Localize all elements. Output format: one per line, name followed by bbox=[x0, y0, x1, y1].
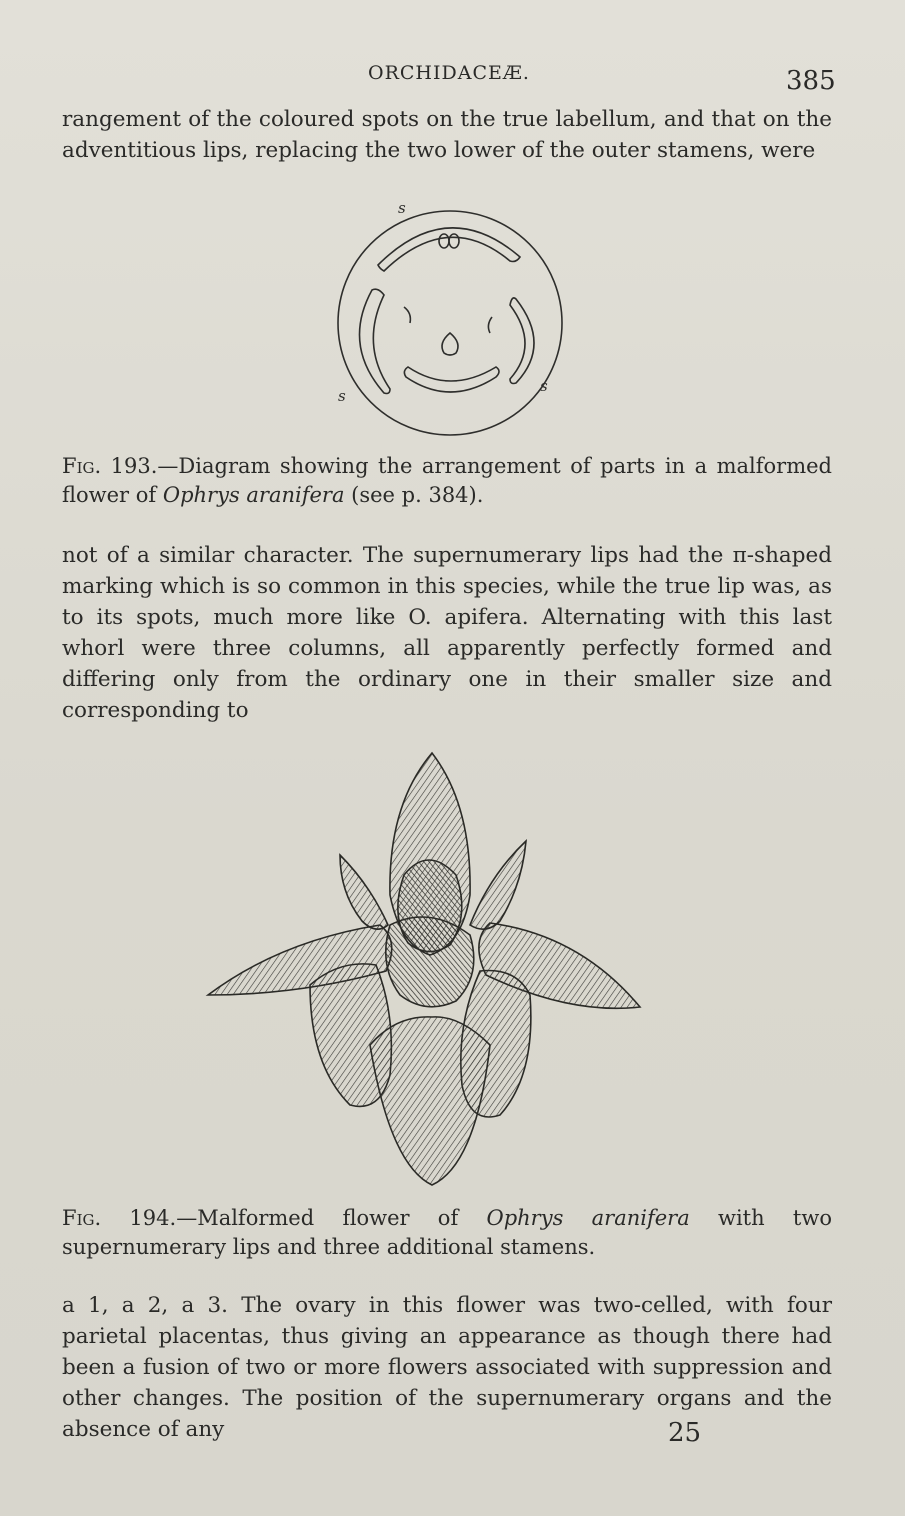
figure-193-caption-text: —Diagram showing the arrangement of parts in a malformed flower of bbox=[62, 454, 833, 507]
paragraph-middle bbox=[62, 540, 832, 726]
diagram-label-right: s bbox=[540, 377, 548, 395]
diagram-pollinia-right bbox=[449, 234, 459, 248]
figure-193-species: Ophrys aranifera bbox=[162, 483, 345, 507]
paragraph-bottom bbox=[62, 1290, 832, 1445]
figure-194-illustration bbox=[200, 745, 660, 1190]
diagram-pollinia-left bbox=[439, 234, 449, 248]
figure-193-caption-after: (see p. 384). bbox=[344, 483, 484, 507]
page-number: 385 bbox=[786, 66, 836, 96]
signature-number: 25 bbox=[668, 1418, 702, 1448]
paragraph-top bbox=[62, 104, 832, 166]
running-header: ORCHIDACEÆ. bbox=[368, 62, 530, 84]
flower-upper-right-wing bbox=[470, 841, 526, 929]
diagram-label-left: s bbox=[338, 387, 346, 405]
diagram-left-mark bbox=[404, 307, 410, 323]
figure-193-caption bbox=[62, 452, 832, 510]
flower-bottom-lip bbox=[370, 1017, 490, 1185]
diagram-label-top: s bbox=[398, 199, 406, 217]
figure-194-label: Fig. 194. bbox=[62, 1206, 177, 1230]
flower-inner-folds bbox=[386, 917, 474, 1007]
diagram-right-mark bbox=[488, 317, 492, 333]
figure-193-label: Fig. 193. bbox=[62, 454, 158, 478]
diagram-left-lip bbox=[360, 289, 391, 393]
diagram-column bbox=[442, 333, 458, 355]
figure-194-caption-text: —Malformed flower of bbox=[176, 1206, 487, 1230]
flower-upper-left-wing bbox=[340, 855, 388, 929]
paragraph-bottom-text: a 1, a 2, a 3. The ovary in this flower was two-celled, with four parietal placentas, thus giving an appearance as though there had been a fusion of two or more flowers associated with suppression and other changes. The position of the supernumerary organs and the absence of any bbox=[62, 1293, 832, 1442]
paragraph-top-text: rangement of the coloured spots on the true labellum, and that on the adventitious lips, replacing the two lower of the outer stamens, were bbox=[62, 107, 832, 163]
figure-194-species: Ophrys aranifera bbox=[486, 1206, 690, 1230]
figure-194-caption-after: with two supernumerary lips and three additional stamens. bbox=[62, 1206, 832, 1259]
figure-194-caption bbox=[62, 1204, 832, 1262]
diagram-bottom-lip bbox=[404, 367, 499, 392]
paragraph-middle-text: not of a similar character. The supernumerary lips had the π-shaped marking which is so common in this species, while the true lip was, as to its spots, much more like O. apifera. Alternating with this last whorl were three columns, all apparently perfectly formed and differing only from the ordinary one in their smaller size and corresponding to bbox=[62, 543, 832, 723]
diagram-top-sepal bbox=[378, 228, 520, 271]
figure-193-diagram bbox=[320, 195, 580, 450]
diagram-right-lip bbox=[510, 298, 534, 384]
